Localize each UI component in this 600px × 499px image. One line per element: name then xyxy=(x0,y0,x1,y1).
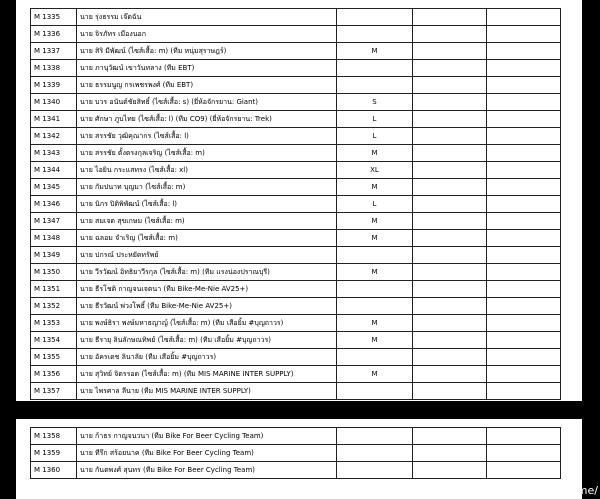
participant-id: M 1358 xyxy=(31,428,77,445)
table-row xyxy=(31,128,561,145)
table-row xyxy=(31,383,561,400)
participant-name: นาย สรรชัย ตั้งตรงกุลเจริญ (ไซส์เสื้อ: m) xyxy=(77,145,337,162)
table-row xyxy=(31,462,561,479)
shirt-size xyxy=(337,349,413,366)
shirt-size xyxy=(337,462,413,479)
table-row xyxy=(31,94,561,111)
participant-name: นาย จิรภัทร เมืองนอก xyxy=(77,26,337,43)
participant-name: นาย ปกรณ์ ประหยัดทรัพย์ xyxy=(77,247,337,264)
participant-id: M 1337 xyxy=(31,43,77,60)
shirt-size: M xyxy=(337,264,413,281)
participant-id: M 1359 xyxy=(31,445,77,462)
blank-cell xyxy=(413,213,487,230)
blank-cell xyxy=(413,332,487,349)
table-row xyxy=(31,9,561,26)
blank-cell xyxy=(487,281,561,298)
shirt-size xyxy=(337,77,413,94)
shirt-size: L xyxy=(337,196,413,213)
participant-name: นาย กันตพงศ์ สุนทร (ทีม Bike For Beer Cycling Team) xyxy=(77,462,337,479)
table-row xyxy=(31,332,561,349)
participant-name: นาย กัมปนาท บุญมา (ไซส์เสื้อ: m) xyxy=(77,179,337,196)
participant-name: นาย บวร อนันต์ชัยสิทธิ์ (ไซส์เสื้อ: s) (ยี่ห้อจักรยาน: Giant) xyxy=(77,94,337,111)
blank-cell xyxy=(487,315,561,332)
blank-cell xyxy=(413,298,487,315)
participant-id: M 1342 xyxy=(31,128,77,145)
table-row xyxy=(31,145,561,162)
participant-id: M 1356 xyxy=(31,366,77,383)
participant-name: นาย สมเจต สุขเกษม (ไซส์เสื้อ: m) xyxy=(77,213,337,230)
table-row xyxy=(31,298,561,315)
participant-id: M 1351 xyxy=(31,281,77,298)
participant-id: M 1352 xyxy=(31,298,77,315)
participant-id: M 1355 xyxy=(31,349,77,366)
blank-cell xyxy=(487,332,561,349)
participant-name: นาย ฉลอม จำเริญ (ไซส์เสื้อ: m) xyxy=(77,230,337,247)
blank-cell xyxy=(487,349,561,366)
participant-id: M 1341 xyxy=(31,111,77,128)
blank-cell xyxy=(413,196,487,213)
participant-name: นาย พงษ์ธิรา พงษ์มหาธญาญ์ (ไซส์เสื้อ: m) (ทีม เสือยิ้ม #บุญถาวร) xyxy=(77,315,337,332)
blank-cell xyxy=(487,128,561,145)
blank-cell xyxy=(487,9,561,26)
blank-cell xyxy=(413,428,487,445)
blank-cell xyxy=(413,445,487,462)
blank-cell xyxy=(413,162,487,179)
blank-cell xyxy=(413,230,487,247)
participant-id: M 1338 xyxy=(31,60,77,77)
shirt-size: M xyxy=(337,43,413,60)
shirt-size xyxy=(337,445,413,462)
participant-id: M 1347 xyxy=(31,213,77,230)
participant-id: M 1344 xyxy=(31,162,77,179)
participant-name: นาย ธีรโชติ กาญจนเจตนา (ทีม Bike-Me-Nie AV25+) xyxy=(77,281,337,298)
blank-cell xyxy=(487,247,561,264)
blank-cell xyxy=(413,179,487,196)
participant-id: M 1353 xyxy=(31,315,77,332)
blank-cell xyxy=(487,298,561,315)
participant-name: นาย ไพรศาล ลีนาย (ทีม MIS MARINE INTER SUPPLY) xyxy=(77,383,337,400)
blank-cell xyxy=(487,60,561,77)
table-row xyxy=(31,445,561,462)
blank-cell xyxy=(413,128,487,145)
blank-cell xyxy=(413,462,487,479)
blank-cell xyxy=(413,264,487,281)
blank-cell xyxy=(487,264,561,281)
participant-id: M 1339 xyxy=(31,77,77,94)
participant-name: นาย สิริ มีพัฒน์ (ไซส์เสื้อ: m) (ทีม หนุ่มสุราษฎร์) xyxy=(77,43,337,60)
blank-cell xyxy=(487,445,561,462)
participant-name: นาย ก้าธร กาญจนวนา (ทีม Bike For Beer Cycling Team) xyxy=(77,428,337,445)
blank-cell xyxy=(413,145,487,162)
table-row xyxy=(31,77,561,94)
shirt-size xyxy=(337,428,413,445)
participant-name: นาย ธีรวัฒน์ พ่วงโพธิ์ (ทีม Bike-Me-Nie AV25+) xyxy=(77,298,337,315)
blank-cell xyxy=(413,60,487,77)
blank-cell xyxy=(413,77,487,94)
shirt-size: L xyxy=(337,111,413,128)
participant-id: M 1346 xyxy=(31,196,77,213)
table-row xyxy=(31,281,561,298)
shirt-size xyxy=(337,26,413,43)
shirt-size: M xyxy=(337,315,413,332)
table-row xyxy=(31,196,561,213)
image-size-watermark: [1080x866] https://upic.me/ xyxy=(443,484,598,497)
shirt-size: M xyxy=(337,145,413,162)
table-row xyxy=(31,213,561,230)
shirt-size: L xyxy=(337,128,413,145)
participant-name: นาย รุ่งธรรม เจ๊ดฉัน xyxy=(77,9,337,26)
blank-cell xyxy=(487,196,561,213)
table-row xyxy=(31,26,561,43)
shirt-size xyxy=(337,281,413,298)
participant-id: M 1335 xyxy=(31,9,77,26)
blank-cell xyxy=(413,315,487,332)
blank-cell xyxy=(413,366,487,383)
blank-cell xyxy=(413,43,487,60)
participant-id: M 1348 xyxy=(31,230,77,247)
blank-cell xyxy=(487,213,561,230)
shirt-size: M xyxy=(337,213,413,230)
participant-id: M 1343 xyxy=(31,145,77,162)
participant-id: M 1336 xyxy=(31,26,77,43)
participant-name: นาย สุวิทย์ จิตรรอด (ไซส์เสื้อ: m) (ทีม MIS MARINE INTER SUPPLY) xyxy=(77,366,337,383)
participant-name: นาย ภานุวัฒน์ เขาวันทลาง (ทีม EBT) xyxy=(77,60,337,77)
participant-name: นาย ไอยิน กระแสทรง (ไซส์เสื้อ: xl) xyxy=(77,162,337,179)
shirt-size xyxy=(337,60,413,77)
blank-cell xyxy=(487,26,561,43)
blank-cell xyxy=(413,111,487,128)
table-row xyxy=(31,349,561,366)
participant-name: นาย ธีรายุ ลินลักษณทิพย์ (ไซส์เสื้อ: m) (ทีม เสือยิ้ม #บุญถาวร) xyxy=(77,332,337,349)
blank-cell xyxy=(413,26,487,43)
blank-cell xyxy=(487,366,561,383)
table-row xyxy=(31,179,561,196)
table-row xyxy=(31,264,561,281)
registration-sheet-page-1 xyxy=(16,0,582,401)
blank-cell xyxy=(487,462,561,479)
table-row xyxy=(31,162,561,179)
shirt-size xyxy=(337,383,413,400)
blank-cell xyxy=(487,145,561,162)
shirt-size xyxy=(337,247,413,264)
participant-name: นาย ธรรมนูญ กรเพชรพงศ์ (ทีม EBT) xyxy=(77,77,337,94)
blank-cell xyxy=(487,162,561,179)
blank-cell xyxy=(487,43,561,60)
table-row xyxy=(31,247,561,264)
participant-name: นาย ศักษา ภูบไทย (ไซส์เสื้อ: l) (ทีม CO9) (ยี่ห้อจักรยาน: Trek) xyxy=(77,111,337,128)
blank-cell xyxy=(487,179,561,196)
shirt-size: XL xyxy=(337,162,413,179)
blank-cell xyxy=(487,111,561,128)
registration-table xyxy=(30,8,561,400)
blank-cell xyxy=(413,9,487,26)
shirt-size xyxy=(337,298,413,315)
participant-id: M 1345 xyxy=(31,179,77,196)
shirt-size: M xyxy=(337,366,413,383)
shirt-size: M xyxy=(337,179,413,196)
participant-id: M 1340 xyxy=(31,94,77,111)
shirt-size: S xyxy=(337,94,413,111)
table-row xyxy=(31,366,561,383)
participant-name: นาย นิกร ปิติพิพัฒน์ (ไซส์เสื้อ: l) xyxy=(77,196,337,213)
participant-id: M 1349 xyxy=(31,247,77,264)
participant-name: นาย อัครเดช ลินาลัย (ทีม เสือยิ้ม #บุญถาวร) xyxy=(77,349,337,366)
participant-name: นาย ทีรึก สร้อยนาค (ทีม Bike For Beer Cycling Team) xyxy=(77,445,337,462)
table-row xyxy=(31,111,561,128)
blank-cell xyxy=(413,281,487,298)
table-row xyxy=(31,43,561,60)
registration-table xyxy=(30,427,561,479)
table-row xyxy=(31,428,561,445)
blank-cell xyxy=(487,77,561,94)
blank-cell xyxy=(487,383,561,400)
table-row xyxy=(31,60,561,77)
blank-cell xyxy=(413,383,487,400)
blank-cell xyxy=(487,230,561,247)
shirt-size: M xyxy=(337,332,413,349)
participant-id: M 1357 xyxy=(31,383,77,400)
blank-cell xyxy=(487,428,561,445)
blank-cell xyxy=(487,94,561,111)
shirt-size: M xyxy=(337,230,413,247)
blank-cell xyxy=(413,94,487,111)
participant-id: M 1350 xyxy=(31,264,77,281)
blank-cell xyxy=(413,349,487,366)
shirt-size xyxy=(337,9,413,26)
table-row xyxy=(31,230,561,247)
participant-id: M 1360 xyxy=(31,462,77,479)
participant-id: M 1354 xyxy=(31,332,77,349)
participant-name: นาย สรรชัย วุฒิคุณากร (ไซส์เสื้อ: l) xyxy=(77,128,337,145)
blank-cell xyxy=(413,247,487,264)
participant-name: นาย วีรวัฒน์ อิทธิยาวีรกุล (ไซส์เสื้อ: m) (ทีม แรงน่องปราณบุรี) xyxy=(77,264,337,281)
table-row xyxy=(31,315,561,332)
